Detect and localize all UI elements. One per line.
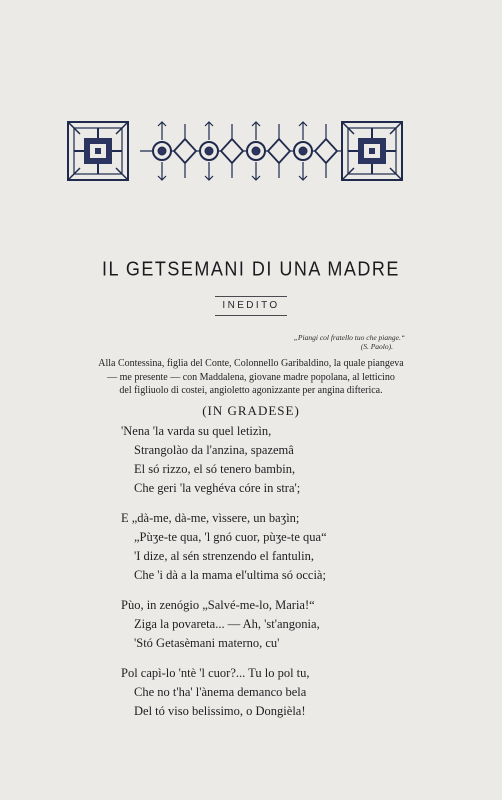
diamond-2 bbox=[221, 139, 243, 163]
epigraph bbox=[294, 333, 405, 351]
verse: E „dà-me, dà-me, vìssere, un baʒìn; bbox=[121, 511, 300, 525]
stanza-4 bbox=[121, 664, 327, 721]
verse: Pol capì-lo 'ntè 'l cuor?... Tu lo pol tu, bbox=[121, 666, 310, 680]
dialect-label: (IN GRADESE) bbox=[202, 403, 300, 418]
central-frieze bbox=[140, 122, 341, 180]
verse: Ziga la povareta... — Ah, 'st'angonia, bbox=[134, 617, 320, 631]
diamond-3 bbox=[268, 139, 290, 163]
verse: „Pùʒe-te qua, 'l gnó cuor, pùʒe-te qua“ bbox=[134, 530, 327, 544]
verse: Che geri 'la veghéva córe in stra'; bbox=[134, 481, 301, 495]
stanza-3 bbox=[121, 596, 327, 653]
rosette-3 bbox=[247, 142, 265, 160]
title-rule-bottom bbox=[215, 315, 287, 316]
verse: 'Nena 'la varda su quel letizìn, bbox=[121, 424, 272, 438]
dedication bbox=[0, 357, 502, 398]
verse: Che no t'ha' l'ànema demanco bela bbox=[134, 685, 307, 699]
verse: Che 'i dà a la mama el'ultima só occià; bbox=[134, 568, 326, 582]
dedication-line: del figliuolo di costei, angioletto agonizzante per angina difterica. bbox=[119, 385, 383, 396]
verse: 'I dize, al sén strenzendo el fantulin, bbox=[134, 549, 314, 563]
epigraph-quote: „Piangi col fratello tuo che piange.“ bbox=[293, 333, 405, 342]
diamond-1 bbox=[174, 139, 196, 163]
stanza-2 bbox=[121, 509, 327, 585]
rosette-4 bbox=[294, 142, 312, 160]
poem-title: IL GETSEMANI DI UNA MADRE bbox=[102, 257, 400, 281]
dedication-line: — me presente — con Maddalena, giovane madre popolana, al letticino bbox=[107, 371, 395, 383]
poem-body bbox=[121, 422, 327, 732]
stanza-1 bbox=[121, 422, 327, 498]
verse: Pùo, in zenógio „Salvé-me-lo, Maria!“ bbox=[121, 598, 315, 612]
poem-subtitle: INEDITO bbox=[222, 300, 280, 311]
verse: El só rizzo, el só tenero bambin, bbox=[134, 462, 296, 476]
dedication-line: Alla Contessina, figlia del Conte, Colonnello Garibaldino, la quale piangeva bbox=[98, 358, 404, 369]
verse: Del tó viso belissimo, o Dongièla! bbox=[134, 704, 306, 718]
verse: Strangolào da l'anzina, spazemâ bbox=[134, 443, 294, 457]
rosette-2 bbox=[200, 142, 218, 160]
title-rule-top bbox=[215, 296, 287, 297]
rosette-1 bbox=[153, 142, 171, 160]
ornamental-header-band bbox=[66, 118, 412, 184]
epigraph-source: (S. Paolo). bbox=[360, 342, 393, 351]
left-square-ornament bbox=[68, 122, 128, 180]
diamond-4 bbox=[315, 139, 337, 163]
verse: 'Stó Getasèmani materno, cu' bbox=[134, 636, 280, 650]
right-square-ornament bbox=[342, 122, 402, 180]
